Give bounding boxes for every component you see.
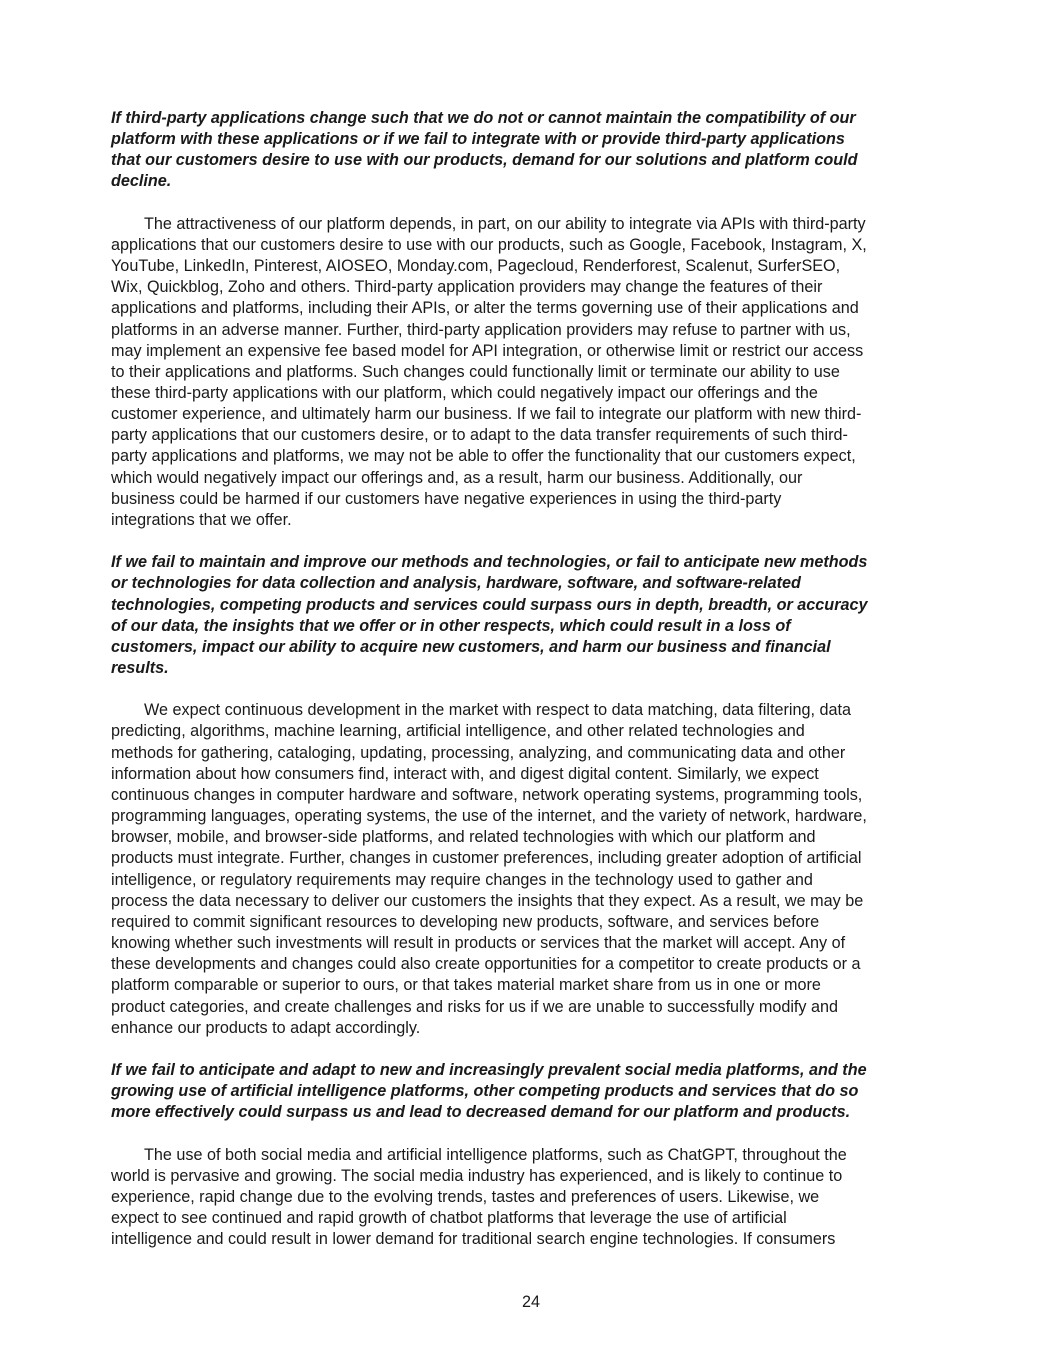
text-line: enhance our products to adapt accordingly. <box>111 1018 421 1037</box>
text-line: party applications that our customers desire, or to adapt to the data transfer requirements of such third- <box>111 426 848 445</box>
text-line: If we fail to maintain and improve our methods and technologies, or fail to anticipate new methods <box>111 553 868 572</box>
text-line: to their applications and platforms. Such changes could functionally limit or terminate our ability to use <box>111 362 840 381</box>
text-line: programming languages, operating systems, the use of the internet, and the variety of network, hardware, <box>111 807 867 826</box>
risk-factor-heading <box>111 1060 956 1123</box>
text-line: predicting, algorithms, machine learning, artificial intelligence, and other related technologies and <box>111 722 805 741</box>
text-line: intelligence and could result in lower demand for traditional search engine technologies. If consumers <box>111 1230 836 1249</box>
text-line: If we fail to anticipate and adapt to new and increasingly prevalent social media platforms, and the <box>111 1060 867 1079</box>
text-line: or technologies for data collection and analysis, hardware, software, and software-related <box>111 574 801 593</box>
text-line: experience, rapid change due to the evolving trends, tastes and preferences of users. Likewise, we <box>111 1187 820 1206</box>
text-line: platforms in an adverse manner. Further, third-party application providers may refuse to partner with us, <box>111 320 851 339</box>
text-line: party applications and platforms, we may not be able to offer the functionality that our customers expect, <box>111 447 856 466</box>
text-line: platform comparable or superior to ours, or that takes material market share from us in one or more <box>111 976 821 995</box>
text-line: growing use of artificial intelligence platforms, other competing products and services that do so <box>111 1082 859 1101</box>
body-paragraph <box>111 214 956 531</box>
text-line: required to commit significant resources to developing new products, software, and services before <box>111 912 820 931</box>
text-line: expect to see continued and rapid growth of chatbot platforms that leverage the use of artificial <box>111 1209 787 1228</box>
text-line: YouTube, LinkedIn, Pinterest, AIOSEO, Monday.com, Pagecloud, Renderforest, Scalenut, SurferSEO, <box>111 257 841 276</box>
text-line: applications that our customers desire to use with our products, such as Google, Facebook, Instagram, X, <box>111 235 867 254</box>
text-line: customer experience, and ultimately harm our business. If we fail to integrate our platform with new third- <box>111 405 862 424</box>
text-line: process the data necessary to deliver our customers the insights that they expect. As a result, we may be <box>111 891 864 910</box>
text-line: platform with these applications or if we fail to integrate with or provide third-party applications <box>111 130 845 149</box>
text-line: business could be harmed if our customers have negative experiences in using the third-party <box>111 489 782 508</box>
text-line: continuous changes in computer hardware and software, network operating systems, programming tools, <box>111 785 863 804</box>
text-line: We expect continuous development in the market with respect to data matching, data filtering, data <box>144 701 851 720</box>
text-line: of our data, the insights that we offer or in other respects, which could result in a loss of <box>111 616 791 635</box>
page-number: 24 <box>521 1293 540 1311</box>
body-paragraph <box>111 700 956 1039</box>
text-line: which would negatively impact our offerings and, as a result, harm our business. Additionally, our <box>111 468 803 487</box>
risk-factor-heading <box>111 552 956 679</box>
text-line: The attractiveness of our platform depends, in part, on our ability to integrate via APIs with third-party <box>144 214 866 233</box>
text-line: world is pervasive and growing. The social media industry has experienced, and is likely to continue to <box>111 1166 843 1185</box>
risk-factor-heading <box>111 108 956 193</box>
text-line: customers, impact our ability to acquire new customers, and harm our business and financial <box>111 637 831 656</box>
text-line: results. <box>111 659 169 678</box>
text-line: integrations that we offer. <box>111 510 292 529</box>
text-line: these developments and changes could also create opportunities for a competitor to create products or a <box>111 955 861 974</box>
text-line: product categories, and create challenges and risks for us if we are unable to successfully modify and <box>111 997 839 1016</box>
text-line: decline. <box>111 172 172 191</box>
text-line: information about how consumers find, interact with, and digest digital content. Similarly, we expect <box>111 764 819 783</box>
text-line: applications and platforms, including their APIs, or alter the terms governing use of their applications and <box>111 299 859 318</box>
text-line: Wix, Quickblog, Zoho and others. Third-party application providers may change the features of their <box>111 278 823 297</box>
text-line: browser, mobile, and browser-side platforms, and related technologies with which our platform and <box>111 828 816 847</box>
text-line: intelligence, or regulatory requirements may require changes in the technology used to gather and <box>111 870 813 889</box>
text-line: products must integrate. Further, changes in customer preferences, including greater adoption of artificial <box>111 849 862 868</box>
text-line: If third-party applications change such that we do not or cannot maintain the compatibility of our <box>111 109 856 127</box>
body-paragraph <box>111 1145 956 1251</box>
text-line: these third-party applications with our platform, which could negatively impact our offerings and the <box>111 384 818 403</box>
text-line: methods for gathering, cataloging, updating, processing, analyzing, and communicating data and other <box>111 743 846 762</box>
text-line: knowing whether such investments will result in products or services that the market will accept. Any of <box>111 934 846 953</box>
text-line: The use of both social media and artificial intelligence platforms, such as ChatGPT, throughout the <box>144 1145 847 1164</box>
text-line: technologies, competing products and services could surpass ours in depth, breadth, or accuracy <box>111 595 868 614</box>
text-line: that our customers desire to use with our products, demand for our solutions and platform could <box>111 151 858 170</box>
text-line: more effectively could surpass us and lead to decreased demand for our platform and products. <box>111 1103 851 1122</box>
document-body <box>111 108 956 1272</box>
text-line: may implement an expensive fee based model for API integration, or otherwise limit or restrict our access <box>111 341 864 360</box>
